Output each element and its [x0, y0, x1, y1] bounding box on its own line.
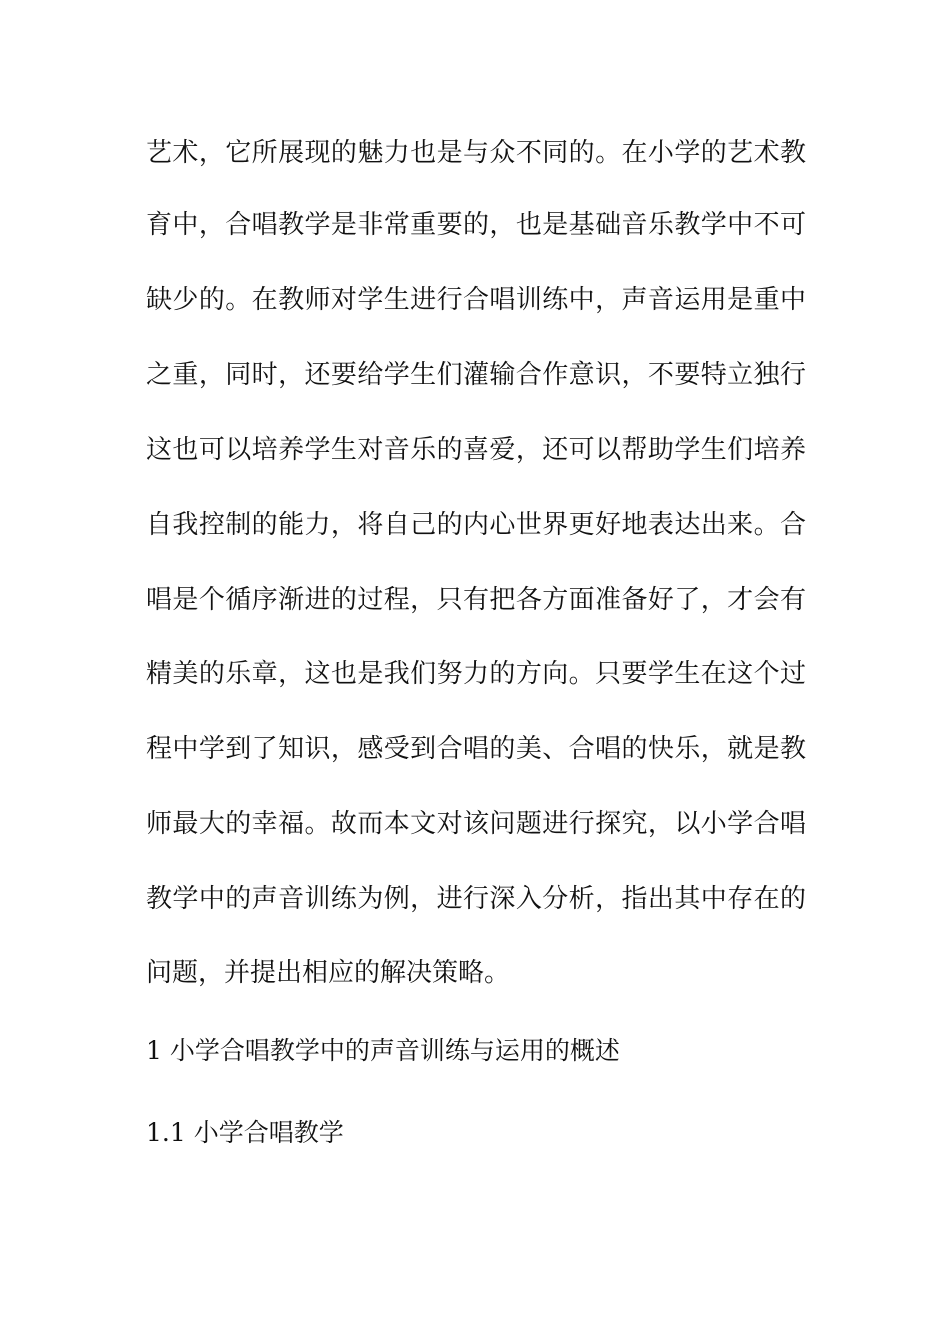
- subsection-heading: 1.1 小学合唱教学: [146, 1118, 344, 1147]
- paragraph-line: 问题，并提出相应的解决策略。: [146, 958, 511, 988]
- paragraph-line: 唱是个循序渐进的过程，只有把各方面准备好了，才会有: [146, 585, 806, 615]
- paragraph-line: 程中学到了知识，感受到合唱的美、合唱的快乐，就是教: [146, 734, 806, 764]
- paragraph-line: 艺术，它所展现的魅力也是与众不同的。在小学的艺术教: [146, 138, 806, 168]
- paragraph-line: 师最大的幸福。故而本文对该问题进行探究，以小学合唱: [146, 809, 806, 839]
- section-heading: 1 小学合唱教学中的声音训练与运用的概述: [146, 1036, 620, 1065]
- paragraph-line: 育中，合唱教学是非常重要的，也是基础音乐教学中不可: [146, 210, 806, 240]
- paragraph-line: 这也可以培养学生对音乐的喜爱，还可以帮助学生们培养: [146, 435, 806, 465]
- paragraph-line: 教学中的声音训练为例，进行深入分析，指出其中存在的: [146, 884, 806, 914]
- paragraph-line: 自我控制的能力，将自己的内心世界更好地表达出来。合: [146, 510, 806, 540]
- paragraph-line: 精美的乐章，这也是我们努力的方向。只要学生在这个过: [146, 659, 806, 689]
- paragraph-line: 缺少的。在教师对学生进行合唱训练中，声音运用是重中: [146, 285, 806, 315]
- paragraph-line: 之重，同时，还要给学生们灌输合作意识，不要特立独行: [146, 360, 806, 390]
